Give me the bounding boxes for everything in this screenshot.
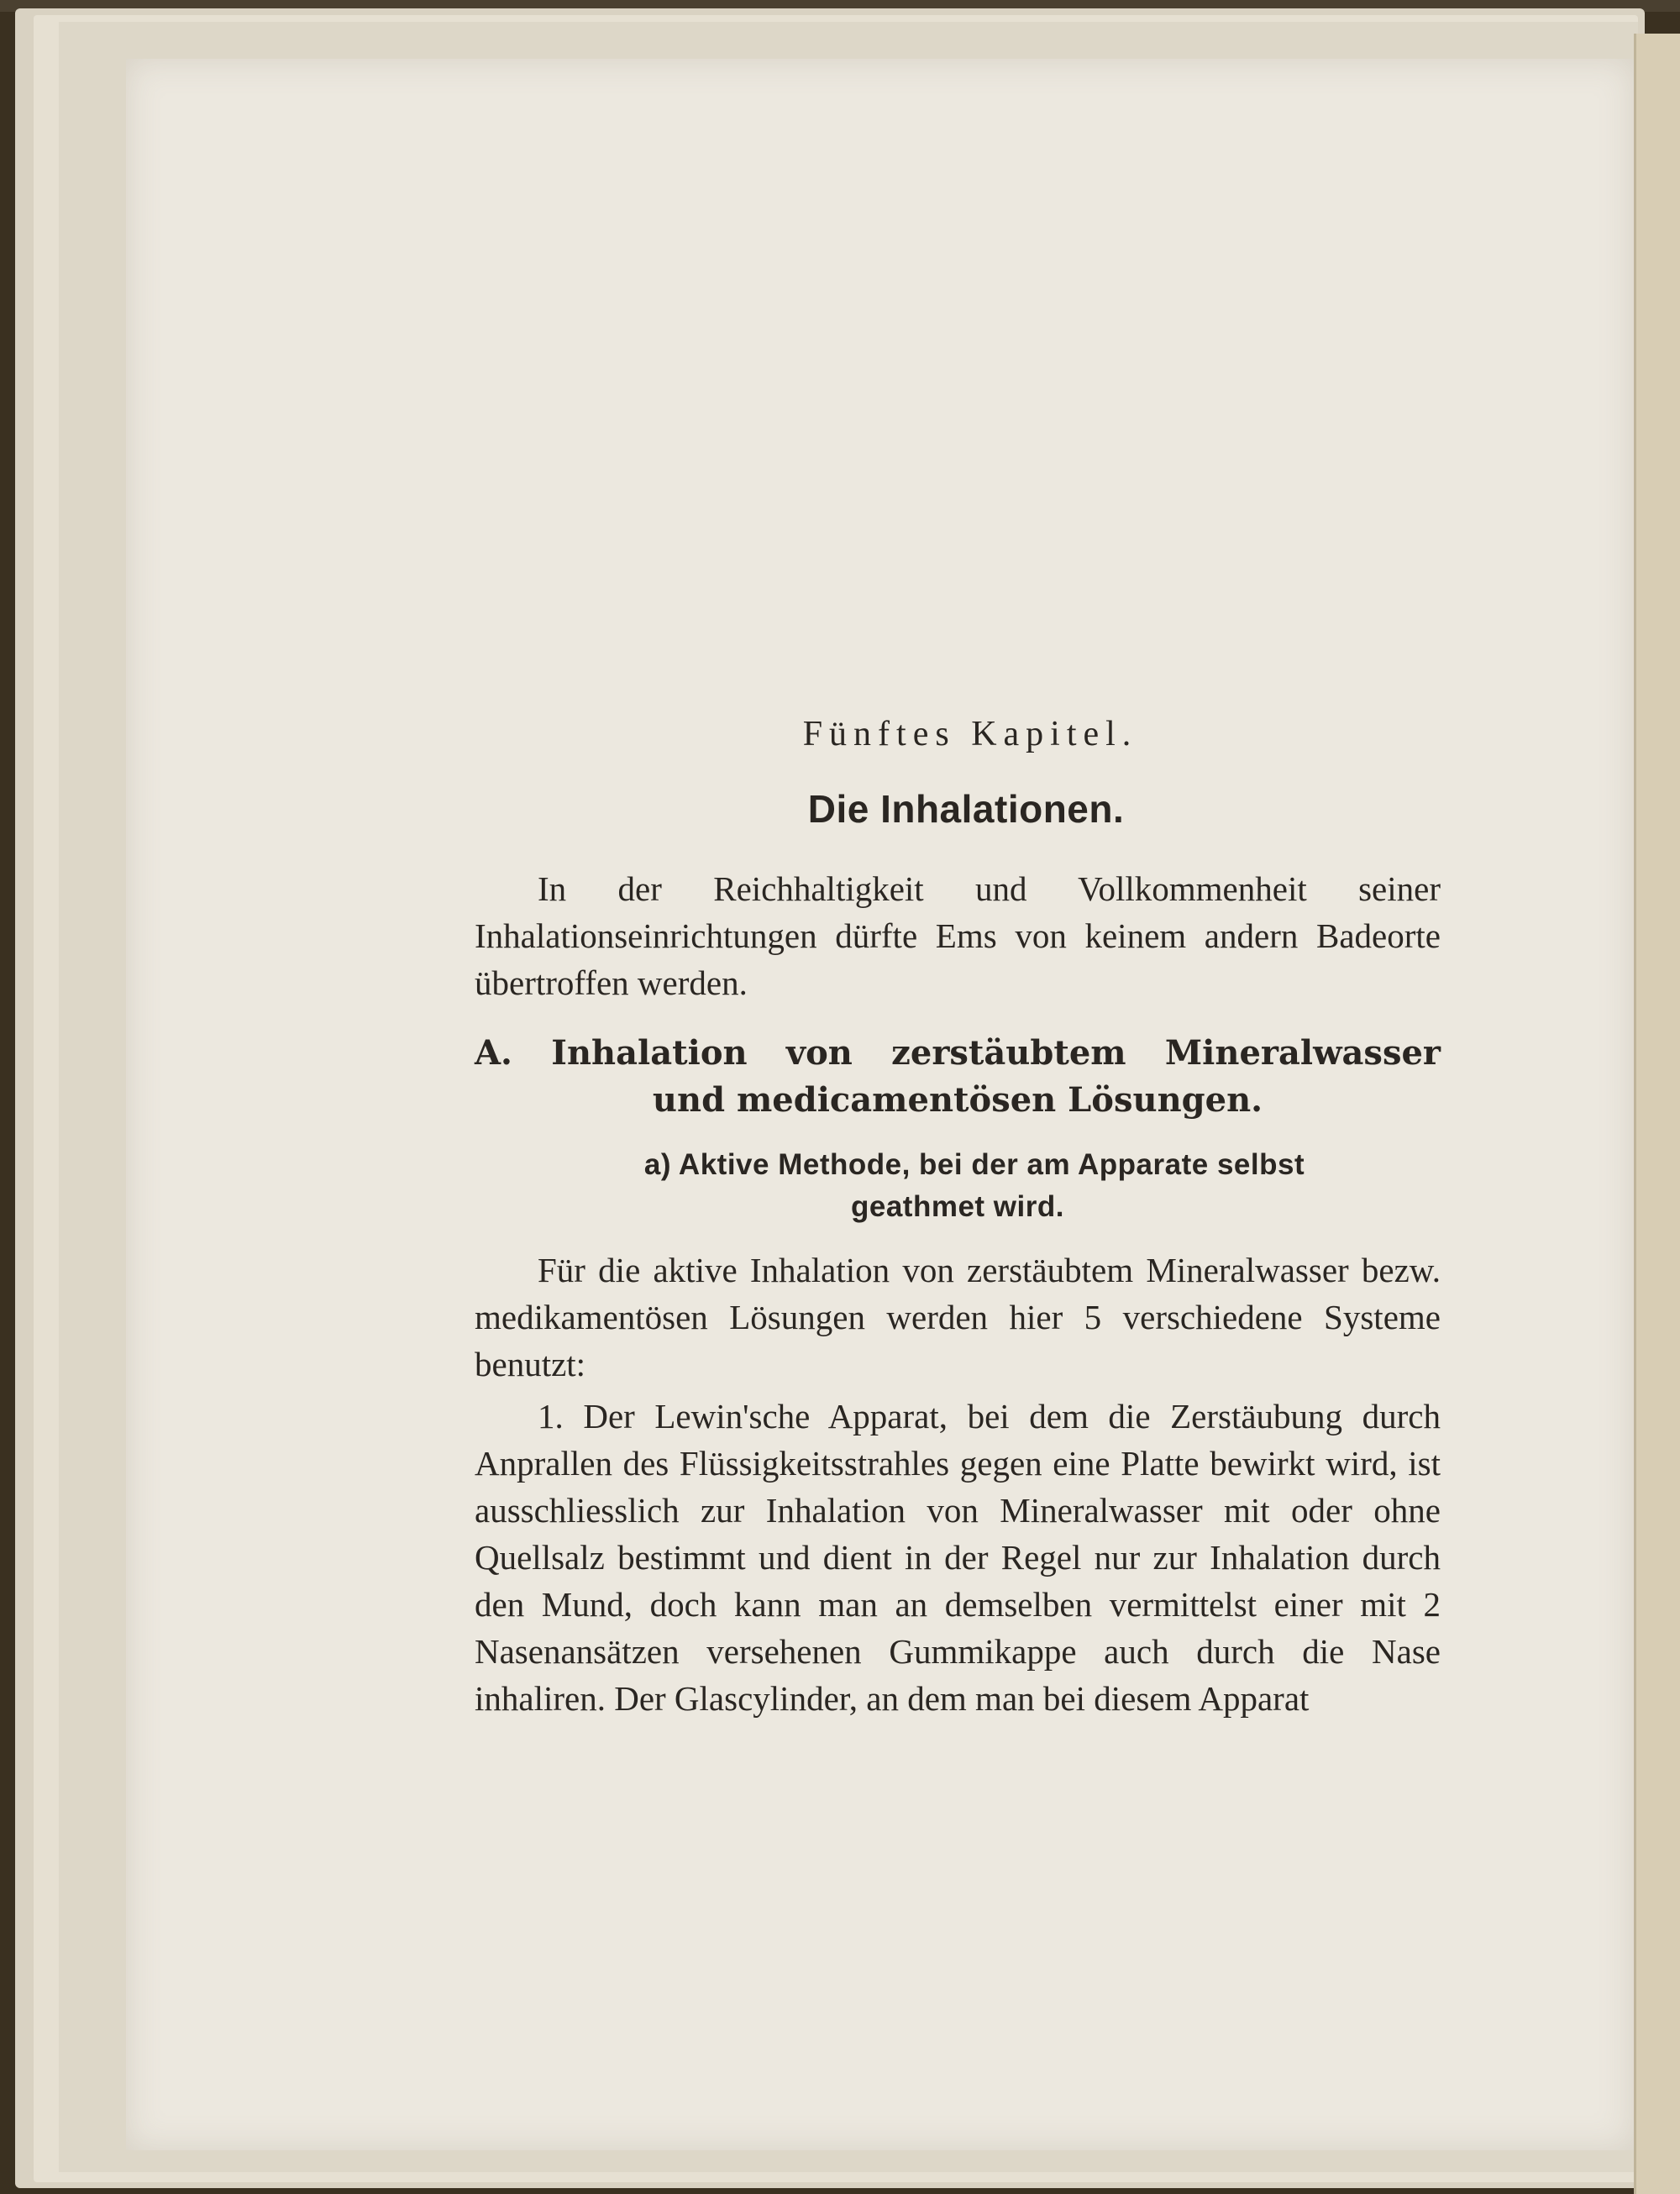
chapter-title: Die Inhalationen. xyxy=(807,787,1125,831)
subsection-heading-line: a) Aktive Methode, bei der am Apparate selbst xyxy=(643,1148,1305,1181)
chapter-heading: Fünftes Kapitel. xyxy=(802,715,1138,753)
intro-paragraph: In der Reichhaltigkeit und Vollkommenheit seiner Inhalationseinrichtungen dürfte Ems von keinem andern Badeorte übertroffen werden. xyxy=(475,869,1441,1002)
section-heading-line: A. Inhalation von zerstäubtem Mineralwasser xyxy=(475,1033,1441,1073)
section-heading-a xyxy=(475,1030,1441,1124)
page-text-block xyxy=(475,714,1441,1722)
body-paragraph: 1. Der Lewin'sche Apparat, bei dem die Zerstäubung durch Anprallen des Flüssigkeitsstrahles gegen eine Platte bewirkt wird, ist ausschliesslich zur Inhalation von Mineralwasser mit oder ohne Quellsalz bestimmt und dient in der Regel nur zur Inhalation durch den Mund, doch kann man an demselben vermittelst einer mit 2 Nasenansätzen versehenen Gummikappe auch durch die Nase inhaliren. Der Glascylinder, an dem man bei diesem Apparat xyxy=(475,1397,1441,1718)
subsection-heading-line: geathmet wird. xyxy=(851,1190,1064,1223)
section-heading-line: und medicamentösen Lösungen. xyxy=(652,1080,1263,1120)
subsection-heading-a xyxy=(475,1144,1441,1228)
body-paragraph: Für die aktive Inhalation von zerstäubtem Mineralwasser bezw. medikamentösen Lösungen werden hier 5 verschiedene Systeme benutzt: xyxy=(475,1251,1441,1383)
facing-page-edge xyxy=(1634,34,1680,2194)
